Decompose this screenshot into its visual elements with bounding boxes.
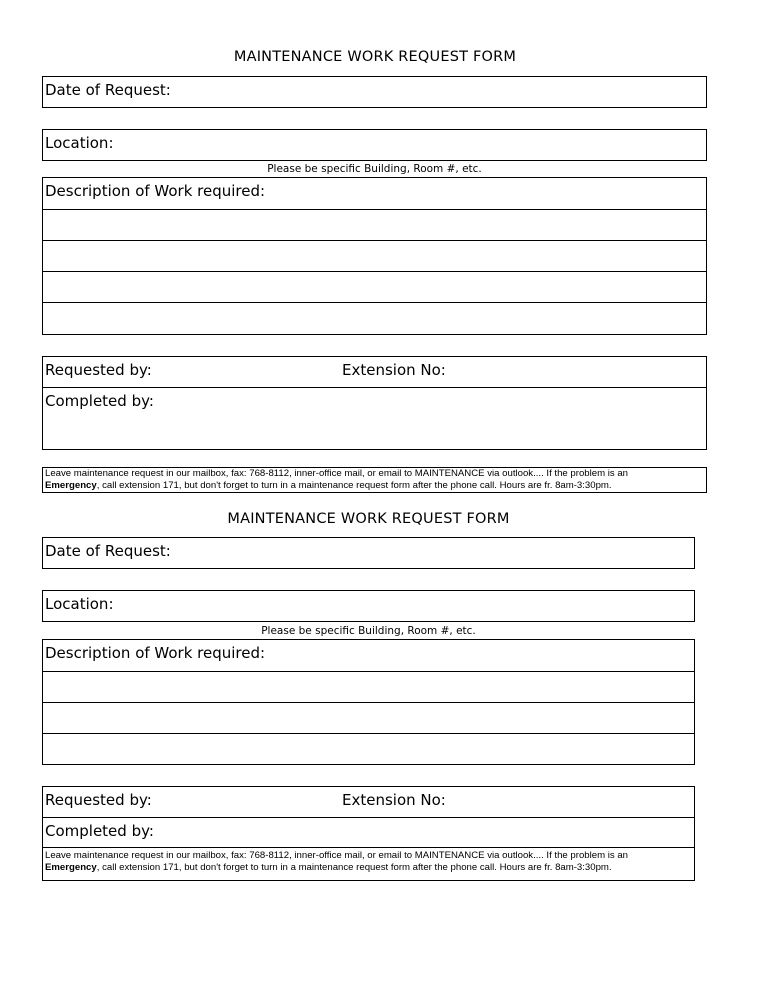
description-line [43, 671, 694, 672]
description-line [43, 271, 706, 272]
location-field[interactable] [42, 590, 695, 622]
description-line [43, 209, 706, 210]
description-line [43, 702, 694, 703]
extension-no-label: Extension No: [342, 791, 446, 809]
extension-no-label: Extension No: [342, 361, 446, 379]
description-line [43, 733, 694, 734]
requested-by-label: Requested by: [45, 361, 152, 379]
description-label: Description of Work required: [45, 182, 266, 200]
form-title: MAINTENANCE WORK REQUEST FORM [233, 49, 517, 65]
notice-line-1: Leave maintenance request in our mailbox, fax: 768-8112, inner-office mail, or email to MAINTENANCE via outlook.... If the problem is an [45, 468, 629, 479]
requested-by-label: Requested by: [45, 791, 152, 809]
date-of-request-field[interactable] [42, 76, 707, 108]
section-divider [43, 817, 694, 818]
completed-by-label: Completed by: [45, 822, 154, 840]
description-label: Description of Work required: [45, 644, 266, 662]
notice-line-2-text: , call extension 171, but don't forget to turn in a maintenance request form after the phone call. Hours are fr. 8am-3:30pm. [96, 479, 612, 491]
requester-section [42, 356, 707, 450]
location-hint: Please be specific Building, Room #, etc. [261, 625, 476, 637]
description-line [43, 240, 706, 241]
location-label: Location: [45, 595, 114, 613]
location-hint: Please be specific Building, Room #, etc. [267, 163, 482, 175]
form-title: MAINTENANCE WORK REQUEST FORM [227, 511, 510, 527]
date-of-request-field[interactable] [42, 537, 695, 569]
submission-notice [42, 848, 695, 881]
requester-section [42, 786, 695, 848]
notice-line-2 [45, 862, 694, 874]
submission-notice [42, 467, 707, 493]
location-label: Location: [45, 134, 114, 152]
section-divider [43, 387, 706, 388]
description-line [43, 302, 706, 303]
location-field[interactable] [42, 129, 707, 161]
description-of-work-field[interactable] [42, 177, 707, 335]
notice-line-1: Leave maintenance request in our mailbox, fax: 768-8112, inner-office mail, or email to MAINTENANCE via outlook.... If the problem is an [45, 850, 629, 861]
completed-by-label: Completed by: [45, 392, 154, 410]
date-of-request-label: Date of Request: [45, 81, 171, 99]
notice-line-2 [45, 480, 706, 492]
date-of-request-label: Date of Request: [45, 542, 171, 560]
description-of-work-field[interactable] [42, 639, 695, 765]
emergency-label: Emergency [45, 861, 97, 873]
emergency-label: Emergency [45, 479, 97, 491]
notice-line-2-text: , call extension 171, but don't forget to turn in a maintenance request form after the phone call. Hours are fr. 8am-3:30pm. [96, 861, 612, 873]
